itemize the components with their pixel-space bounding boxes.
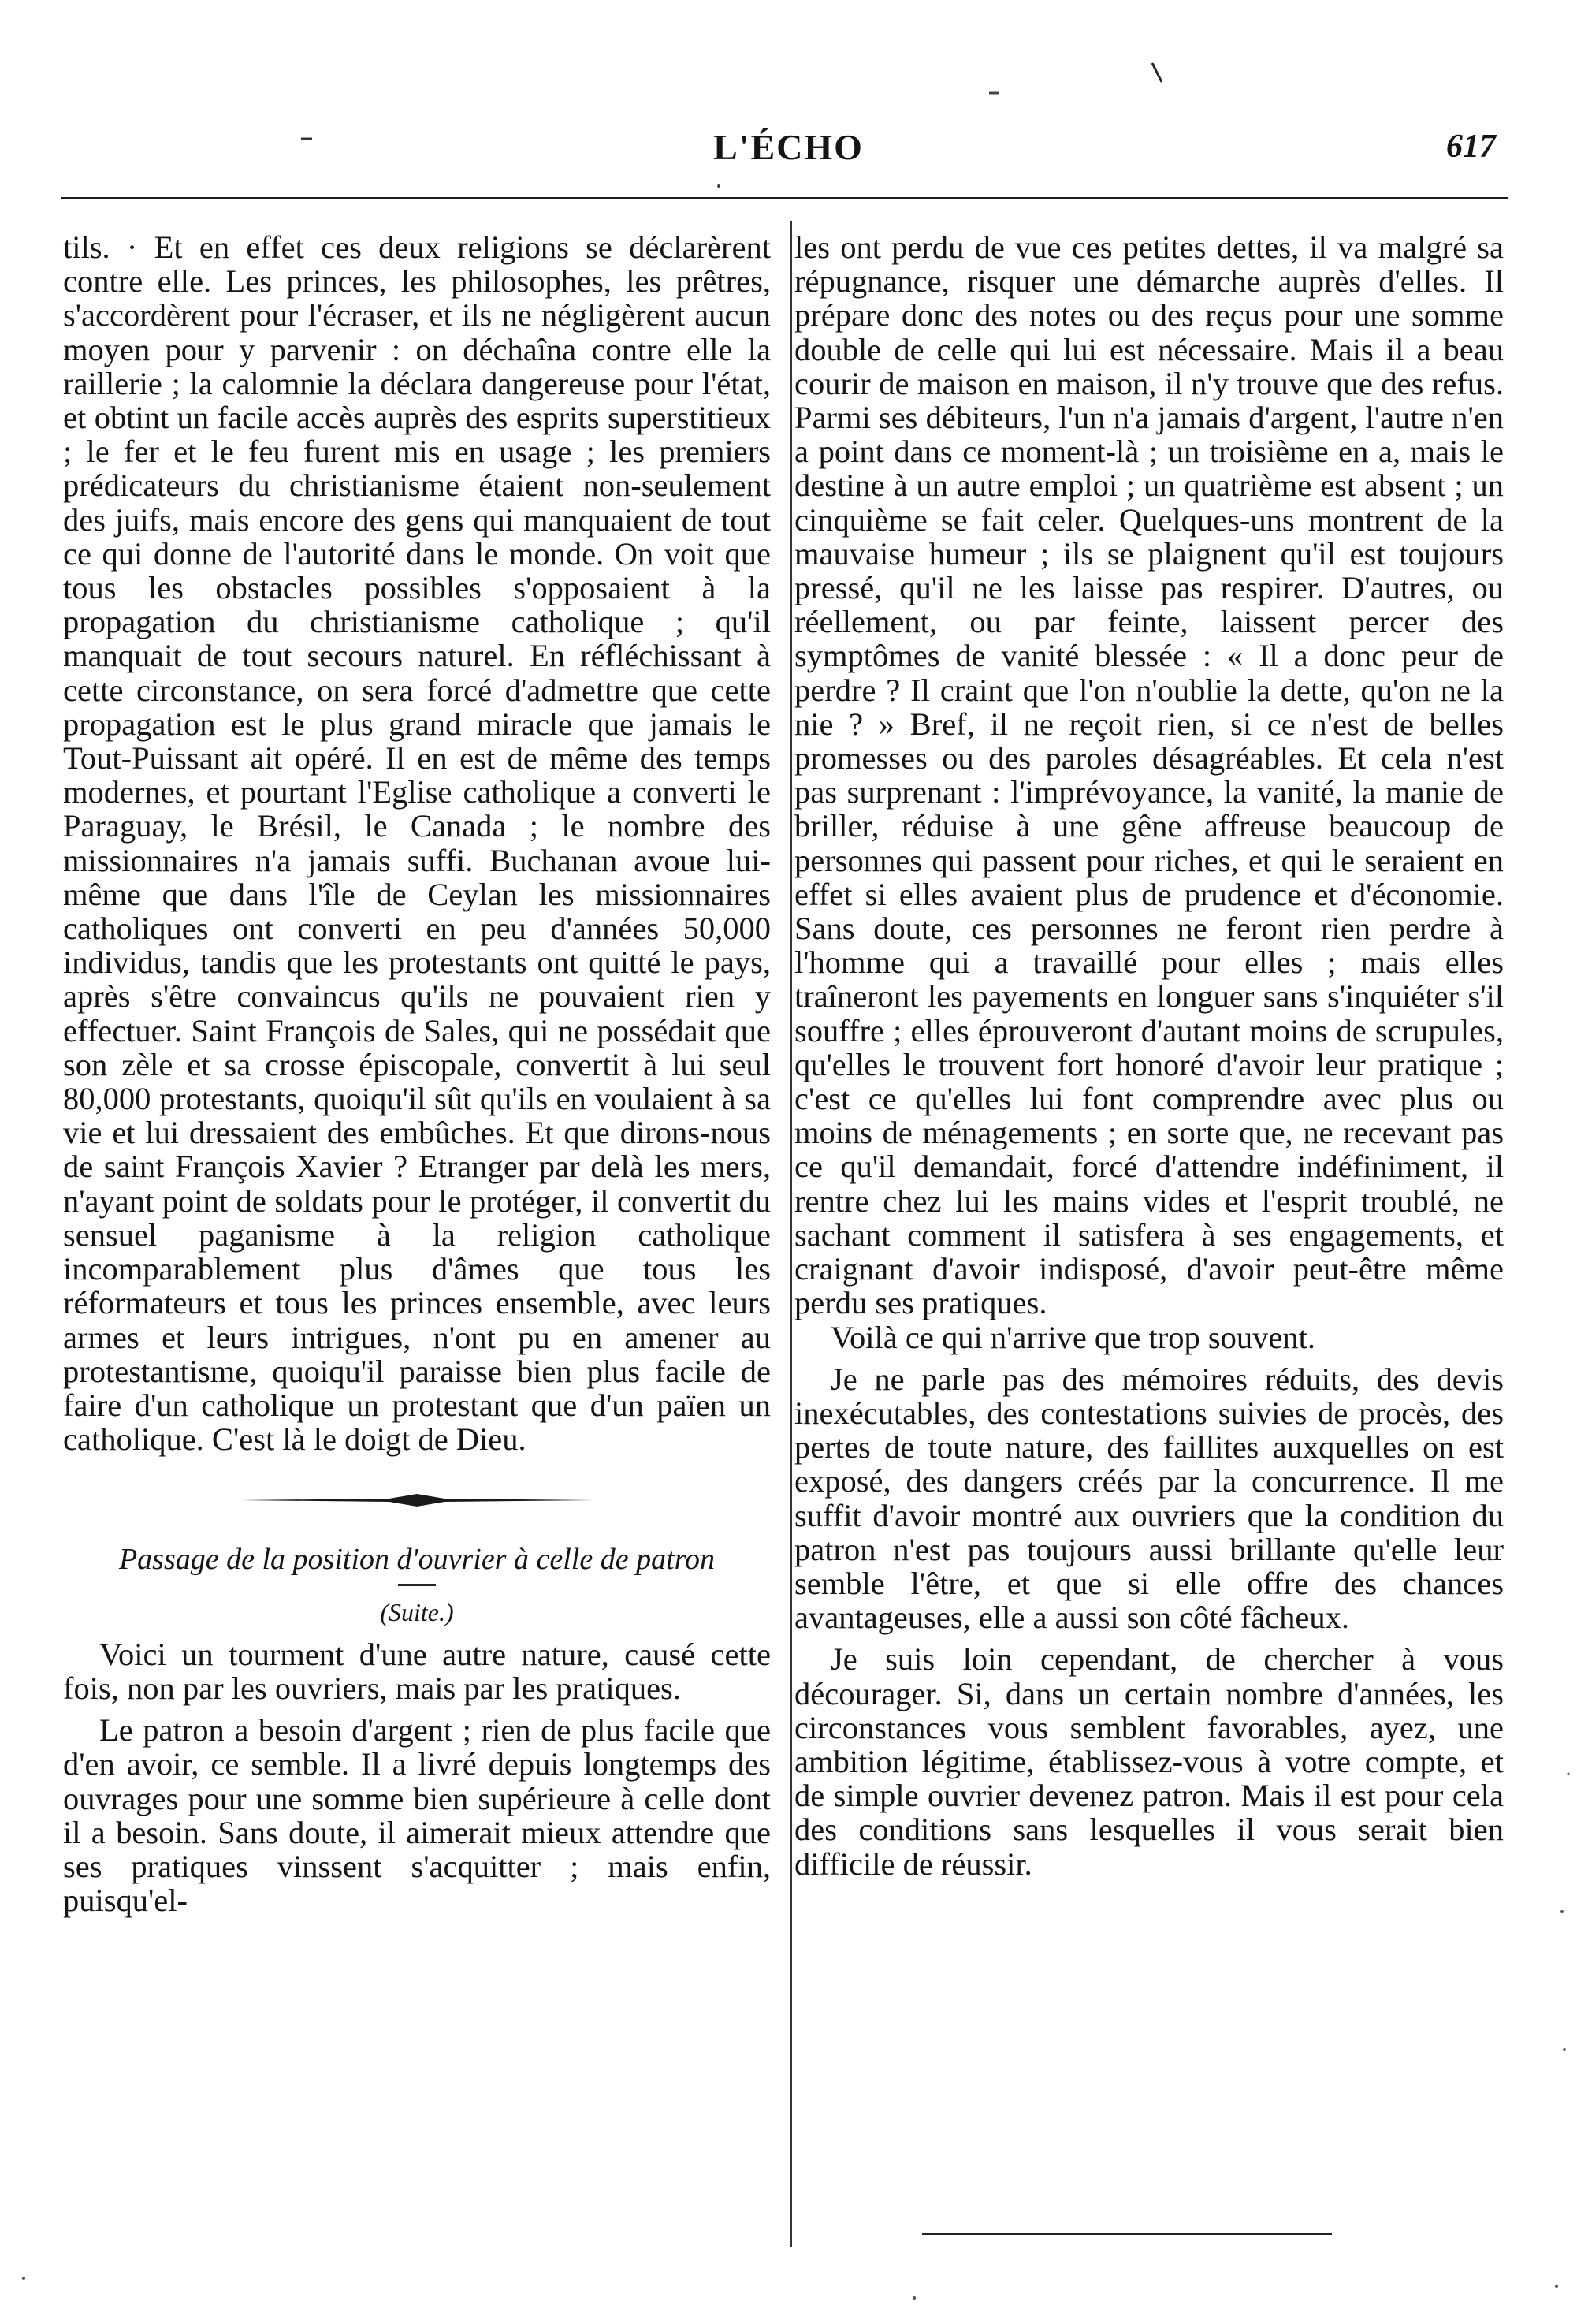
header-rule bbox=[61, 197, 1508, 199]
right-paragraph: Voilà ce qui n'arrive que trop souvent. bbox=[831, 1319, 1316, 1355]
column-divider bbox=[790, 221, 792, 2247]
section-title: Passage de la position d'ouvrier à celle de patron bbox=[118, 1543, 716, 1577]
right-paragraph: Je suis loin cependant, de chercher à vous décourager. Si, dans un certain nombre d'années, les circonstances vous semblent favorables, ayez, une ambition légitime, établissez-vous à votre compte, et de simple ouvrier devenez patron. Mais il est pour cela des conditions sans lesquelles il vous serait bien difficile de réussir. bbox=[794, 1641, 1504, 1882]
footer-rule bbox=[922, 2233, 1332, 2235]
left-paragraph: tils. · Et en effet ces deux religions se déclarèrent contre elle. Les princes, les philosophes, les prêtres, s'accordèrent pour l'écraser, et ils ne négligèrent aucun moyen pour y parvenir : on déchaîna contre elle la raillerie ; la calomnie la déclara dangereuse pour l'état, et obtint un facile accès auprès des esprits superstitieux ; le fer et le feu furent mis en usage ; les premiers prédicateurs du christianisme étaient non-seulement des juifs, mais encore des gens qui manquaient de tout ce qui donne de l'autorité dans le monde. On voit que tous les obstacles possibles s'opposaient à la propagation du christianisme catholique ; qu'il manquait de tout secours naturel. En réfléchissant à cette circonstance, on sera forcé d'admettre que cette propagation est le plus grand miracle que jamais le Tout-Puissant ait opéré. Il en est de même des temps modernes, et pourtant l'Eglise catholique a converti le Paraguay, le Brésil, le Canada ; le nombre des missionnaires n'a jamais suffi. Buchanan avoue lui-même que dans l'île de Ceylan les missionnaires catholiques ont converti en peu d'années 50,000 individus, tandis que les protestants ont quitté le pays, après s'être convaincus qu'ils ne pouvaient rien y effectuer. Saint François de Sales, qui ne possédait que son zèle et sa crosse épiscopale, convertit à lui seul 80,000 protestants, quoiqu'il sût qu'ils en voulaient à sa vie et lui dressaient des embûches. Et que dirons-nous de saint François Xavier ? Etranger par delà les mers, n'ayant point de soldats pour le protéger, il convertit du sensuel paganisme à la religion catholique incomparablement plus d'âmes que tous les réformateurs et tous les princes ensemble, avec leurs armes et leurs intrigues, n'ont pu en amener au protestantisme, quoiqu'il paraisse bien plus facile de faire d'un catholique un protestant que d'un païen un catholique. C'est là le doigt de Dieu. bbox=[63, 229, 771, 1458]
section-paragraph: Voici un tourment d'une autre nature, causé cette fois, non par les ouvriers, mais par les pratiques. bbox=[63, 1636, 771, 1706]
page-title: L'ÉCHO bbox=[713, 127, 864, 167]
ornamental-separator bbox=[240, 1491, 594, 1510]
section-title-rule bbox=[398, 1584, 436, 1586]
left-column bbox=[63, 230, 771, 1917]
right-column bbox=[794, 230, 1504, 1881]
right-paragraph: les ont perdu de vue ces petites dettes, il va malgré sa répugnance, risquer une démarche auprès d'elles. Il prépare donc des notes ou des reçus pour une somme double de celle qui lui est nécessaire. Mais il a beau courir de maison en maison, il n'y trouve que des refus. Parmi ses débiteurs, l'un n'a jamais d'argent, l'autre n'en a point dans ce moment-là ; un troisième en a, mais le destine à un autre emploi ; un quatrième est absent ; un cinquième se fait celer. Quelques-uns montrent de la mauvaise humeur ; ils se plaignent qu'il est toujours pressé, qu'il ne les laisse pas respirer. D'autres, ou réellement, ou par feinte, laissent percer des symptômes de vanité blessée : « Il a donc peur de perdre ? Il craint que l'on n'oublie la dette, qu'on ne la nie ? » Bref, il ne reçoit rien, si ce n'est de belles promesses ou des paroles désagréables. Et cela n'est pas surprenant : l'imprévoyance, la vanité, la manie de briller, réduise à une gêne affreuse beaucoup de personnes qui passent pour riches, et qui le seraient en effet si elles avaient plus de prudence et d'économie. Sans doute, ces personnes ne feront rien perdre à l'homme qui a travaillé pour elles ; mais elles traîneront les payements en longuer sans s'inquiéter s'il souffre ; elles éprouveront d'autant moins de scrupules, qu'elles le trouvent fort honoré d'avoir leur pratique ; c'est ce qu'elles lui font comprendre avec plus ou moins de ménagements ; en sorte que, ne recevant pas ce qu'il demandait, forcé d'attendre indéfiniment, il rentre chez lui les mains vides et l'esprit troublé, ne sachant comment il satisfera à ses engagements, et craignant d'avoir indisposé, d'avoir peut-être même perdu ses pratiques. bbox=[794, 229, 1504, 1321]
right-paragraph: Je ne parle pas des mémoires réduits, des devis inexécutables, des contestations suivies de procès, des pertes de toute nature, des faillites auxquelles on est exposé, des dangers créés par la concurrence. Il me suffit d'avoir montré aux ouvriers que la condition du patron n'est pas toujours aussi brillante qu'elle leur semble l'être, et que si elle offre des chances avantageuses, elle a aussi son côté fâcheux. bbox=[794, 1361, 1504, 1636]
section-paragraph: Le patron a besoin d'argent ; rien de plus facile que d'en avoir, ce semble. Il a livré depuis longtemps des ouvrages pour une somme bien supérieure à celle dont il a besoin. Sans doute, il aimerait mieux attendre que ses pratiques vinssent s'acquitter ; mais enfin, puisqu'el- bbox=[63, 1712, 771, 1919]
continued-note: (Suite.) bbox=[380, 1597, 454, 1626]
page-number: 617 bbox=[1446, 128, 1496, 165]
